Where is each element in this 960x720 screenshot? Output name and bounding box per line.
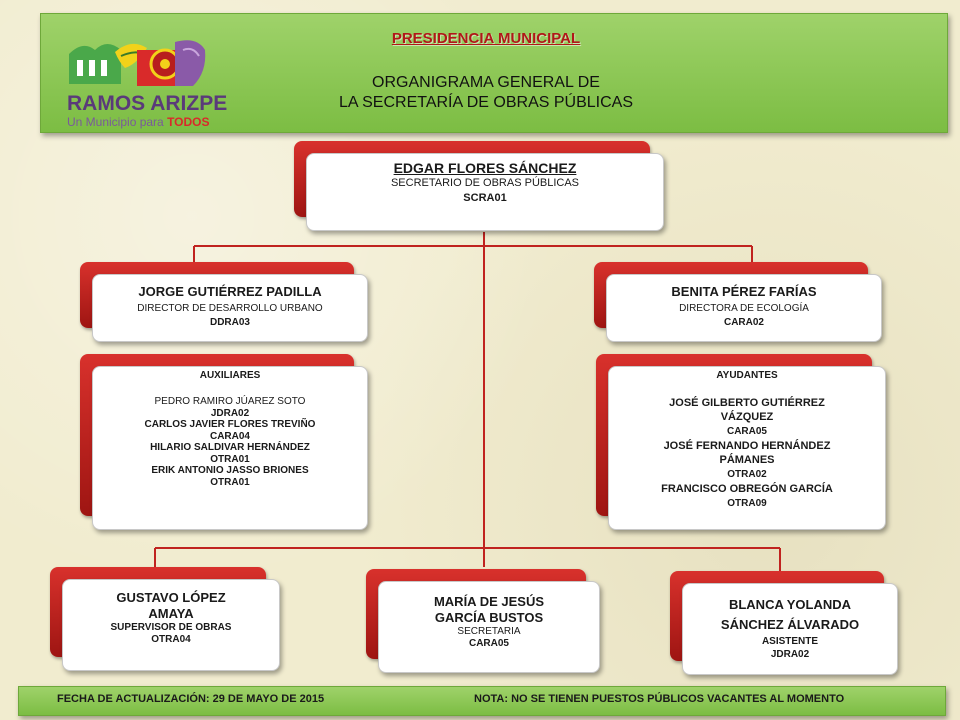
directora-ecologia-code: CARA02 (723, 317, 764, 328)
auxiliar-code: OTRA01 (210, 476, 250, 488)
auxiliares-box (80, 354, 368, 530)
ayudante-name: FRANCISCO OBREGÓN GARCÍA (661, 483, 833, 495)
auxiliar-code: JDRA02 (210, 407, 250, 419)
asistente-name-line1: BLANCA YOLANDA (728, 597, 852, 612)
supervisor-box (50, 567, 280, 671)
director-urbano-name: JORGE GUTIÉRREZ PADILLA (138, 284, 322, 299)
ayudantes-box (596, 354, 886, 530)
director-urbano-box (80, 262, 368, 342)
secretary-box (294, 141, 664, 231)
supervisor-name-line2: AMAYA (148, 606, 194, 621)
asistente-box (670, 571, 898, 675)
logo-tagline-prefix: Un Municipio para (67, 115, 168, 129)
ayudante-name: JOSÉ FERNANDO HERNÁNDEZ PÁMANES (663, 440, 831, 466)
header-banner (40, 13, 948, 133)
ayudantes-title: AYUDANTES (716, 370, 778, 381)
vacancy-note: NOTA: NO SE TIENEN PUESTOS PÚBLICOS VACANTES AL MOMENTO (474, 693, 845, 705)
secretaria-code: CARA05 (468, 638, 509, 649)
footer-banner (18, 686, 946, 716)
supervisor-code: OTRA04 (151, 634, 191, 645)
municipality-title: PRESIDENCIA MUNICIPAL (391, 30, 581, 47)
secretaria-name-line1: MARÍA DE JESÚS (433, 594, 545, 609)
secretaria-name-line2: GARCÍA BUSTOS (434, 610, 544, 625)
asistente-code: JDRA02 (770, 649, 810, 660)
ayudante-code: OTRA09 (727, 498, 767, 509)
secretaria-box (366, 569, 600, 673)
auxiliares-title: AUXILIARES (199, 370, 261, 381)
supervisor-name-line1: GUSTAVO LÓPEZ (116, 590, 226, 605)
directora-ecologia-name: BENITA PÉREZ FARÍAS (671, 284, 817, 299)
auxiliar-name: ERIK ANTONIO JASSO BRIONES (151, 465, 309, 476)
org-title-line1: ORGANIGRAMA GENERAL DE (372, 74, 600, 91)
directora-ecologia-box (594, 262, 882, 342)
org-title-line2: LA SECRETARÍA DE OBRAS PÚBLICAS (338, 94, 634, 111)
auxiliar-name: HILARIO SALDIVAR HERNÁNDEZ (150, 442, 310, 453)
auxiliar-name: PEDRO RAMIRO JÚAREZ SOTO (154, 396, 306, 407)
ayudante-code: OTRA02 (727, 469, 767, 480)
ayudante-code: CARA05 (726, 426, 767, 437)
auxiliar-name: CARLOS JAVIER FLORES TREVIÑO (144, 419, 316, 430)
update-date: FECHA DE ACTUALIZACIÓN: 29 DE MAYO DE 2015 (57, 693, 325, 705)
auxiliar-code: CARA04 (209, 430, 250, 442)
secretary-role: SECRETARIO DE OBRAS PÚBLICAS (390, 177, 580, 189)
secretary-code: SCRA01 (463, 192, 507, 204)
secretaria-role: SECRETARIA (457, 626, 521, 637)
asistente-role: ASISTENTE (761, 636, 819, 647)
directora-ecologia-role: DIRECTORA DE ECOLOGÍA (679, 303, 809, 314)
secretary-name: EDGAR FLORES SÁNCHEZ (393, 160, 577, 176)
auxiliar-code: OTRA01 (210, 453, 250, 465)
director-urbano-role: DIRECTOR DE DESARROLLO URBANO (137, 303, 323, 314)
director-urbano-code: DDRA03 (209, 317, 250, 328)
ramos-arizpe-logo (65, 28, 281, 132)
asistente-name-line2: SÁNCHEZ ÁLVARADO (720, 617, 860, 632)
supervisor-role: SUPERVISOR DE OBRAS (110, 622, 232, 633)
logo-name: RAMOS ARIZPE (67, 92, 228, 115)
ayudante-name: JOSÉ GILBERTO GUTIÉRREZ VÁZQUEZ (669, 397, 825, 423)
logo-tagline (67, 115, 210, 129)
logo-tagline-emphasis: TODOS (167, 115, 210, 129)
